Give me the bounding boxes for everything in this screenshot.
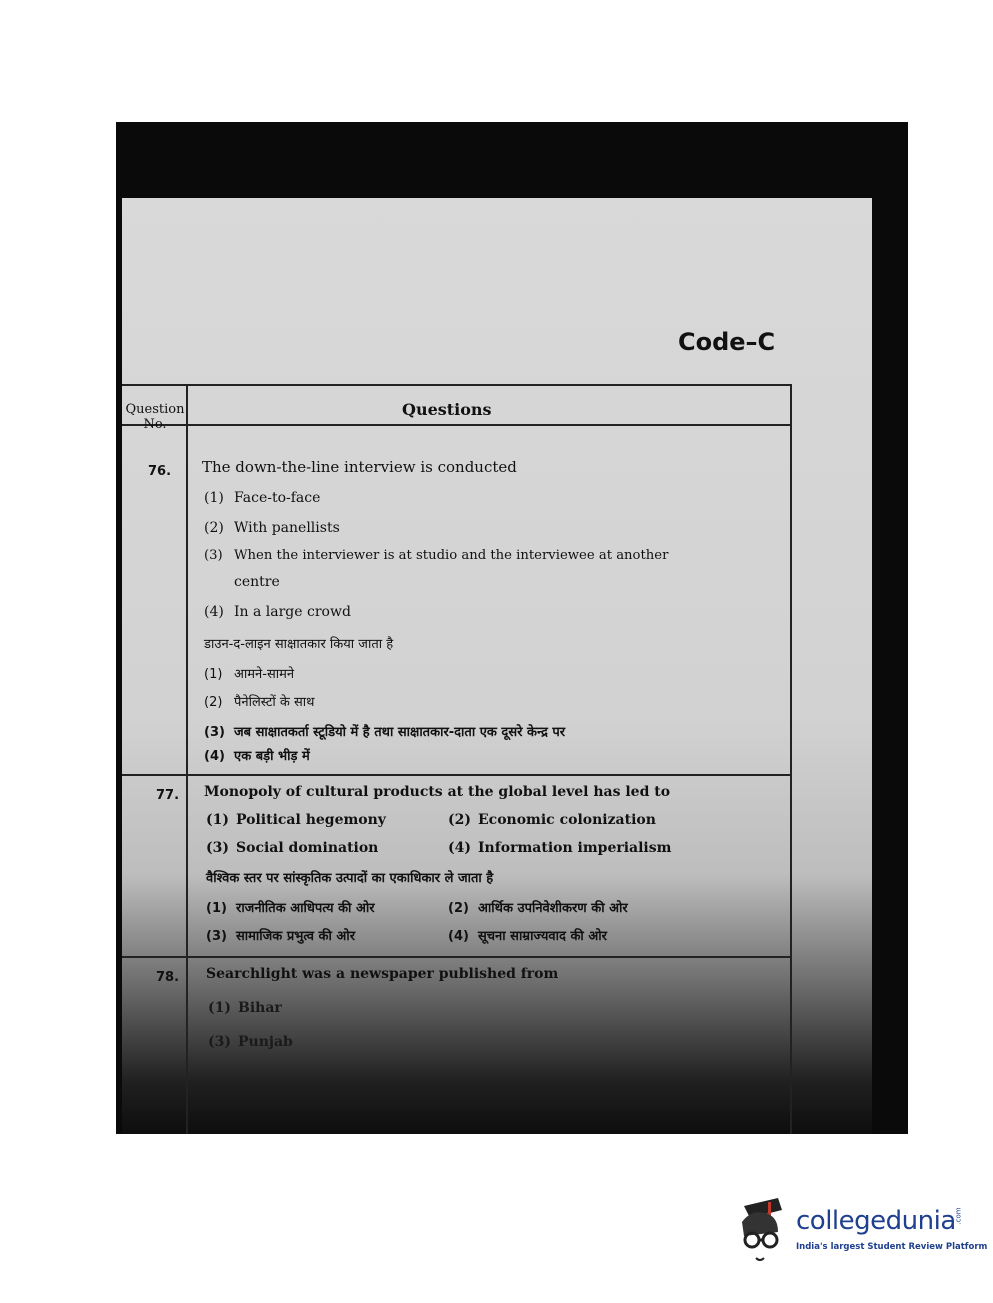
- option: (2) Economic colonization: [448, 812, 656, 828]
- column-header-questions: Questions: [402, 400, 492, 419]
- question-table: [122, 384, 792, 1134]
- option-hindi: (1) आमने-सामने: [204, 667, 295, 682]
- header-divider: [122, 424, 790, 426]
- option: (1) Bihar: [208, 1000, 282, 1016]
- option: (3) When the interviewer is at studio and the interviewee at another: [204, 548, 669, 563]
- question-number: 76.: [148, 464, 172, 479]
- question-number: 77.: [156, 788, 180, 803]
- option-hindi: (4) सूचना साम्राज्यवाद की ओर: [448, 929, 607, 944]
- question-stem-hindi: डाउन-द-लाइन साक्षातकार किया जाता है: [204, 637, 394, 652]
- logo-tagline: India's largest Student Review Platform: [796, 1242, 988, 1252]
- option: (4) Information imperialism: [448, 840, 672, 856]
- row-divider: [122, 956, 790, 958]
- question-stem: Searchlight was a newspaper published from: [206, 966, 559, 982]
- option-hindi: (3) जब साक्षातकर्ता स्टूडियो में है तथा साक्षातकार-दाता एक दूसरे केन्द्र पर: [204, 725, 566, 740]
- logo-wordmark: collegedunia: [796, 1206, 956, 1236]
- question-number: 78.: [156, 970, 180, 985]
- collegedunia-logo[interactable]: [738, 1196, 988, 1266]
- option: (2) With panellists: [204, 520, 340, 536]
- logo-suffix: .com: [954, 1207, 963, 1225]
- column-divider: [186, 386, 188, 1134]
- row-divider: [122, 774, 790, 776]
- option-hindi: (2) आर्थिक उपनिवेशीकरण की ओर: [448, 901, 628, 916]
- scanned-page-photo: [116, 122, 908, 1134]
- option-hindi: (4) एक बड़ी भीड़ में: [204, 749, 310, 764]
- question-stem: Monopoly of cultural products at the global level has led to: [204, 784, 671, 800]
- paper-code: Code–C: [678, 328, 776, 356]
- option-continuation: centre: [234, 574, 280, 590]
- option: (1) Political hegemony: [206, 812, 386, 828]
- question-stem: The down-the-line interview is conducted: [202, 458, 517, 476]
- option-hindi: (2) पैनेलिस्टों के साथ: [204, 695, 315, 710]
- column-header-question-no: Question No.: [125, 402, 185, 432]
- option: (4) In a large crowd: [204, 604, 351, 620]
- question-stem-hindi: वैश्विक स्तर पर सांस्कृतिक उत्पादों का एकाधिकार ले जाता है: [206, 871, 494, 886]
- exam-paper: [122, 198, 872, 1134]
- student-mascot-icon: [738, 1196, 798, 1266]
- option-hindi: (1) राजनीतिक आधिपत्य की ओर: [206, 901, 375, 916]
- option: (1) Face-to-face: [204, 490, 321, 506]
- option: (3) Punjab: [208, 1034, 293, 1050]
- option: (3) Social domination: [206, 840, 379, 856]
- option-hindi: (3) सामाजिक प्रभुत्व की ओर: [206, 929, 356, 944]
